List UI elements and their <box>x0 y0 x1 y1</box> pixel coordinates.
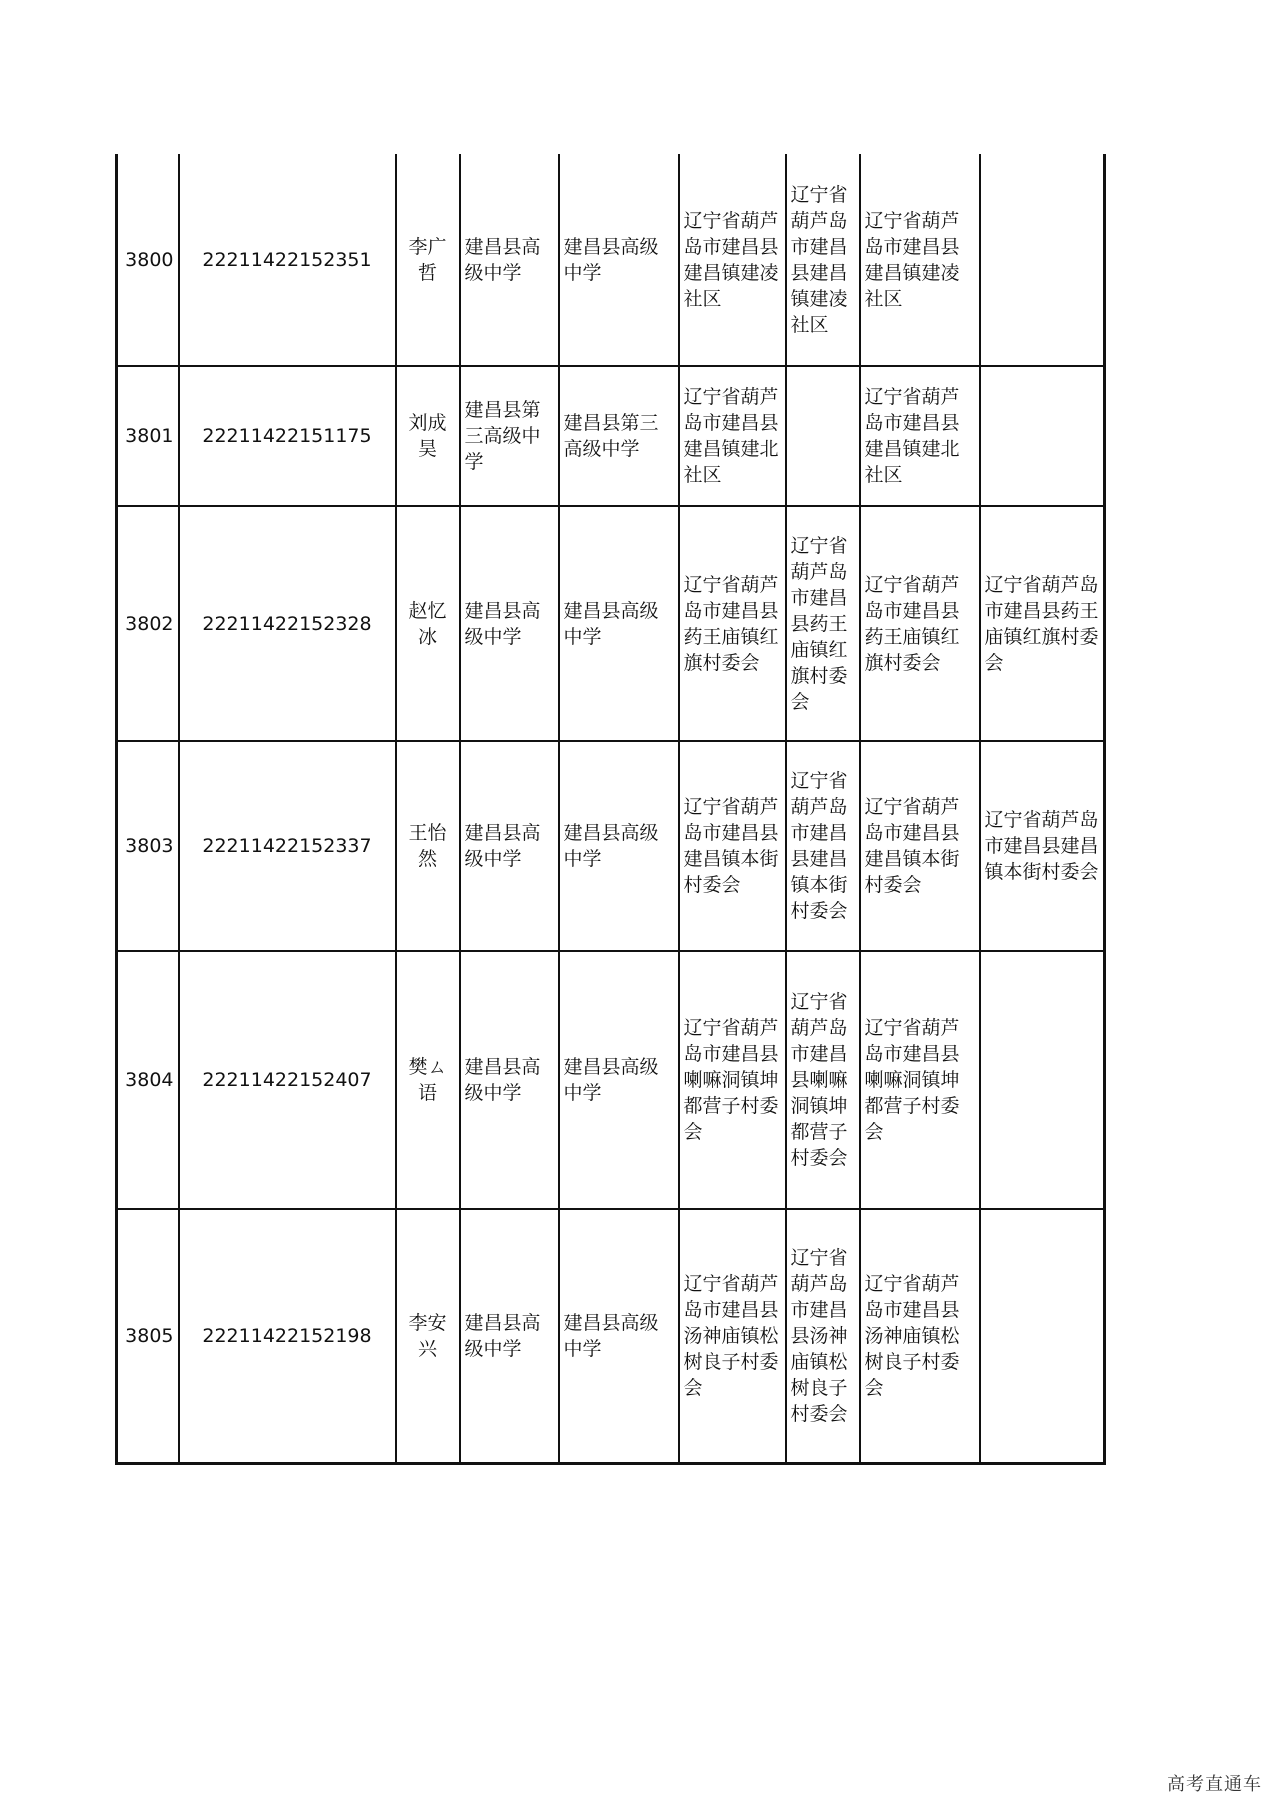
extra-address-cell: 辽宁省葫芦岛市建昌县药王庙镇红旗村委会 <box>980 506 1105 741</box>
exam-id-cell: 22211422152351 <box>179 154 396 366</box>
extra-address-cell <box>980 1209 1105 1463</box>
school-cell: 建昌县高级中学 <box>460 741 559 951</box>
name-cell: 樊ㄙ语 <box>396 951 460 1209</box>
graduation-school-cell: 建昌县高级中学 <box>559 506 679 741</box>
table-row <box>117 506 1105 741</box>
table-row <box>117 741 1105 951</box>
exam-id-cell: 22211422152407 <box>179 951 396 1209</box>
extra-address-cell <box>980 951 1105 1209</box>
parent-address-cell: 辽宁省葫芦岛市建昌县建昌镇本街村委会 <box>786 741 860 951</box>
roster-sheet <box>115 154 1103 1465</box>
residence-address-cell: 辽宁省葫芦岛市建昌县喇嘛洞镇坤都营子村委会 <box>860 951 980 1209</box>
seq-cell: 3800 <box>117 154 179 366</box>
school-cell: 建昌县高级中学 <box>460 951 559 1209</box>
table-row <box>117 951 1105 1209</box>
extra-address-cell <box>980 366 1105 506</box>
graduation-school-cell: 建昌县高级中学 <box>559 1209 679 1463</box>
parent-address-cell <box>786 366 860 506</box>
household-address-cell: 辽宁省葫芦岛市建昌县建昌镇建凌社区 <box>679 154 786 366</box>
table-row <box>117 1209 1105 1463</box>
school-cell: 建昌县高级中学 <box>460 506 559 741</box>
table-row <box>117 366 1105 506</box>
extra-address-cell <box>980 154 1105 366</box>
seq-cell: 3803 <box>117 741 179 951</box>
household-address-cell: 辽宁省葫芦岛市建昌县建昌镇本街村委会 <box>679 741 786 951</box>
residence-address-cell: 辽宁省葫芦岛市建昌县建昌镇本街村委会 <box>860 741 980 951</box>
seq-cell: 3801 <box>117 366 179 506</box>
household-address-cell: 辽宁省葫芦岛市建昌县建昌镇建北社区 <box>679 366 786 506</box>
parent-address-cell: 辽宁省葫芦岛市建昌县药王庙镇红旗村委会 <box>786 506 860 741</box>
extra-address-cell: 辽宁省葫芦岛市建昌县建昌镇本街村委会 <box>980 741 1105 951</box>
watermark-text: 高考直通车 <box>1167 1774 1262 1795</box>
household-address-cell: 辽宁省葫芦岛市建昌县药王庙镇红旗村委会 <box>679 506 786 741</box>
seq-cell: 3804 <box>117 951 179 1209</box>
name-cell: 李安兴 <box>396 1209 460 1463</box>
parent-address-cell: 辽宁省葫芦岛市建昌县建昌镇建凌社区 <box>786 154 860 366</box>
name-cell: 赵忆冰 <box>396 506 460 741</box>
graduation-school-cell: 建昌县高级中学 <box>559 741 679 951</box>
table-row <box>117 154 1105 366</box>
household-address-cell: 辽宁省葫芦岛市建昌县汤神庙镇松树良子村委会 <box>679 1209 786 1463</box>
roster-table <box>115 154 1106 1465</box>
school-cell: 建昌县高级中学 <box>460 1209 559 1463</box>
graduation-school-cell: 建昌县高级中学 <box>559 951 679 1209</box>
residence-address-cell: 辽宁省葫芦岛市建昌县建昌镇建凌社区 <box>860 154 980 366</box>
parent-address-cell: 辽宁省葫芦岛市建昌县汤神庙镇松树良子村委会 <box>786 1209 860 1463</box>
exam-id-cell: 22211422152198 <box>179 1209 396 1463</box>
exam-id-cell: 22211422152337 <box>179 741 396 951</box>
residence-address-cell: 辽宁省葫芦岛市建昌县建昌镇建北社区 <box>860 366 980 506</box>
exam-id-cell: 22211422152328 <box>179 506 396 741</box>
household-address-cell: 辽宁省葫芦岛市建昌县喇嘛洞镇坤都营子村委会 <box>679 951 786 1209</box>
name-cell: 王怡然 <box>396 741 460 951</box>
school-cell: 建昌县第三高级中学 <box>460 366 559 506</box>
exam-id-cell: 22211422151175 <box>179 366 396 506</box>
name-cell: 刘成昊 <box>396 366 460 506</box>
seq-cell: 3805 <box>117 1209 179 1463</box>
residence-address-cell: 辽宁省葫芦岛市建昌县汤神庙镇松树良子村委会 <box>860 1209 980 1463</box>
seq-cell: 3802 <box>117 506 179 741</box>
school-cell: 建昌县高级中学 <box>460 154 559 366</box>
parent-address-cell: 辽宁省葫芦岛市建昌县喇嘛洞镇坤都营子村委会 <box>786 951 860 1209</box>
graduation-school-cell: 建昌县高级中学 <box>559 154 679 366</box>
name-cell: 李广哲 <box>396 154 460 366</box>
graduation-school-cell: 建昌县第三高级中学 <box>559 366 679 506</box>
residence-address-cell: 辽宁省葫芦岛市建昌县药王庙镇红旗村委会 <box>860 506 980 741</box>
